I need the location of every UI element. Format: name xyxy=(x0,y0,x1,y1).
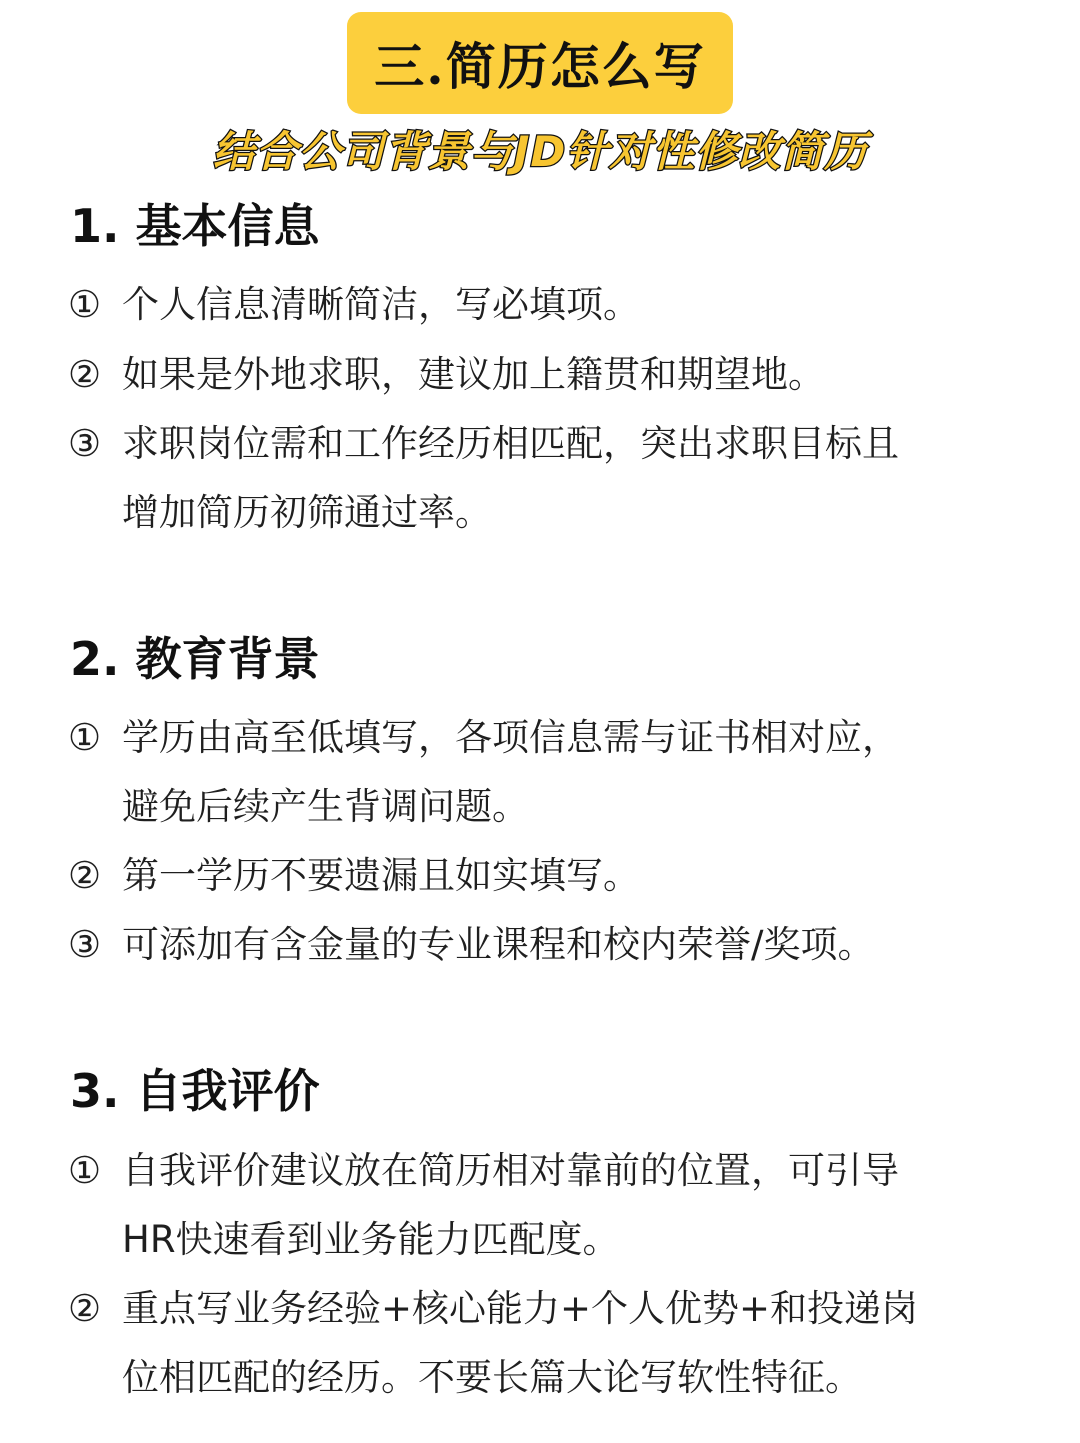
item-text: 学历由高至低填写，各项信息需与证书相对应， xyxy=(122,716,899,759)
list-item xyxy=(68,1274,1018,1412)
item-marker: ② xyxy=(68,1287,102,1330)
item-text: 第一学历不要遗漏且如实填写。 xyxy=(122,854,640,897)
item-marker: ① xyxy=(68,283,102,326)
item-marker: ② xyxy=(68,854,102,897)
item-marker: ① xyxy=(68,716,102,759)
item-text-continued: HR快速看到业务能力匹配度。 xyxy=(122,1218,620,1261)
item-text-continued: 位相匹配的经历。不要长篇大论写软性特征。 xyxy=(122,1356,862,1399)
item-marker: ③ xyxy=(68,422,102,465)
title-badge xyxy=(347,12,733,114)
list-item xyxy=(68,340,1018,409)
section-title-basic-info: 1. 基本信息 xyxy=(70,199,320,253)
item-text: 个人信息清晰简洁，写必填项。 xyxy=(122,283,640,326)
item-marker: ① xyxy=(68,1149,102,1192)
item-text: 如果是外地求职，建议加上籍贯和期望地。 xyxy=(122,353,825,396)
item-marker: ③ xyxy=(68,923,102,966)
item-marker: ② xyxy=(68,353,102,396)
item-text: 自我评价建议放在简历相对靠前的位置，可引导 xyxy=(122,1149,899,1192)
list-item xyxy=(68,910,1018,979)
section-title-education: 2. 教育背景 xyxy=(70,632,320,686)
item-text: 重点写业务经验+核心能力+个人优势+和投递岗 xyxy=(122,1287,919,1330)
page-subtitle: 结合公司背景与JD针对性修改简历 xyxy=(212,127,868,176)
item-text-continued: 增加简历初筛通过率。 xyxy=(122,491,492,534)
list-item xyxy=(68,1136,1018,1274)
list-item xyxy=(68,703,1018,841)
item-text: 求职岗位需和工作经历相匹配，突出求职目标且 xyxy=(122,422,899,465)
list-item xyxy=(68,409,1018,547)
item-text-continued: 避免后续产生背调问题。 xyxy=(122,785,529,828)
list-item xyxy=(68,841,1018,910)
item-text: 可添加有含金量的专业课程和校内荣誉/奖项。 xyxy=(122,923,875,966)
section-title-self-evaluation: 3. 自我评价 xyxy=(70,1064,320,1118)
list-item xyxy=(68,270,1018,339)
page-title: 三.简历怎么写 xyxy=(374,37,706,96)
